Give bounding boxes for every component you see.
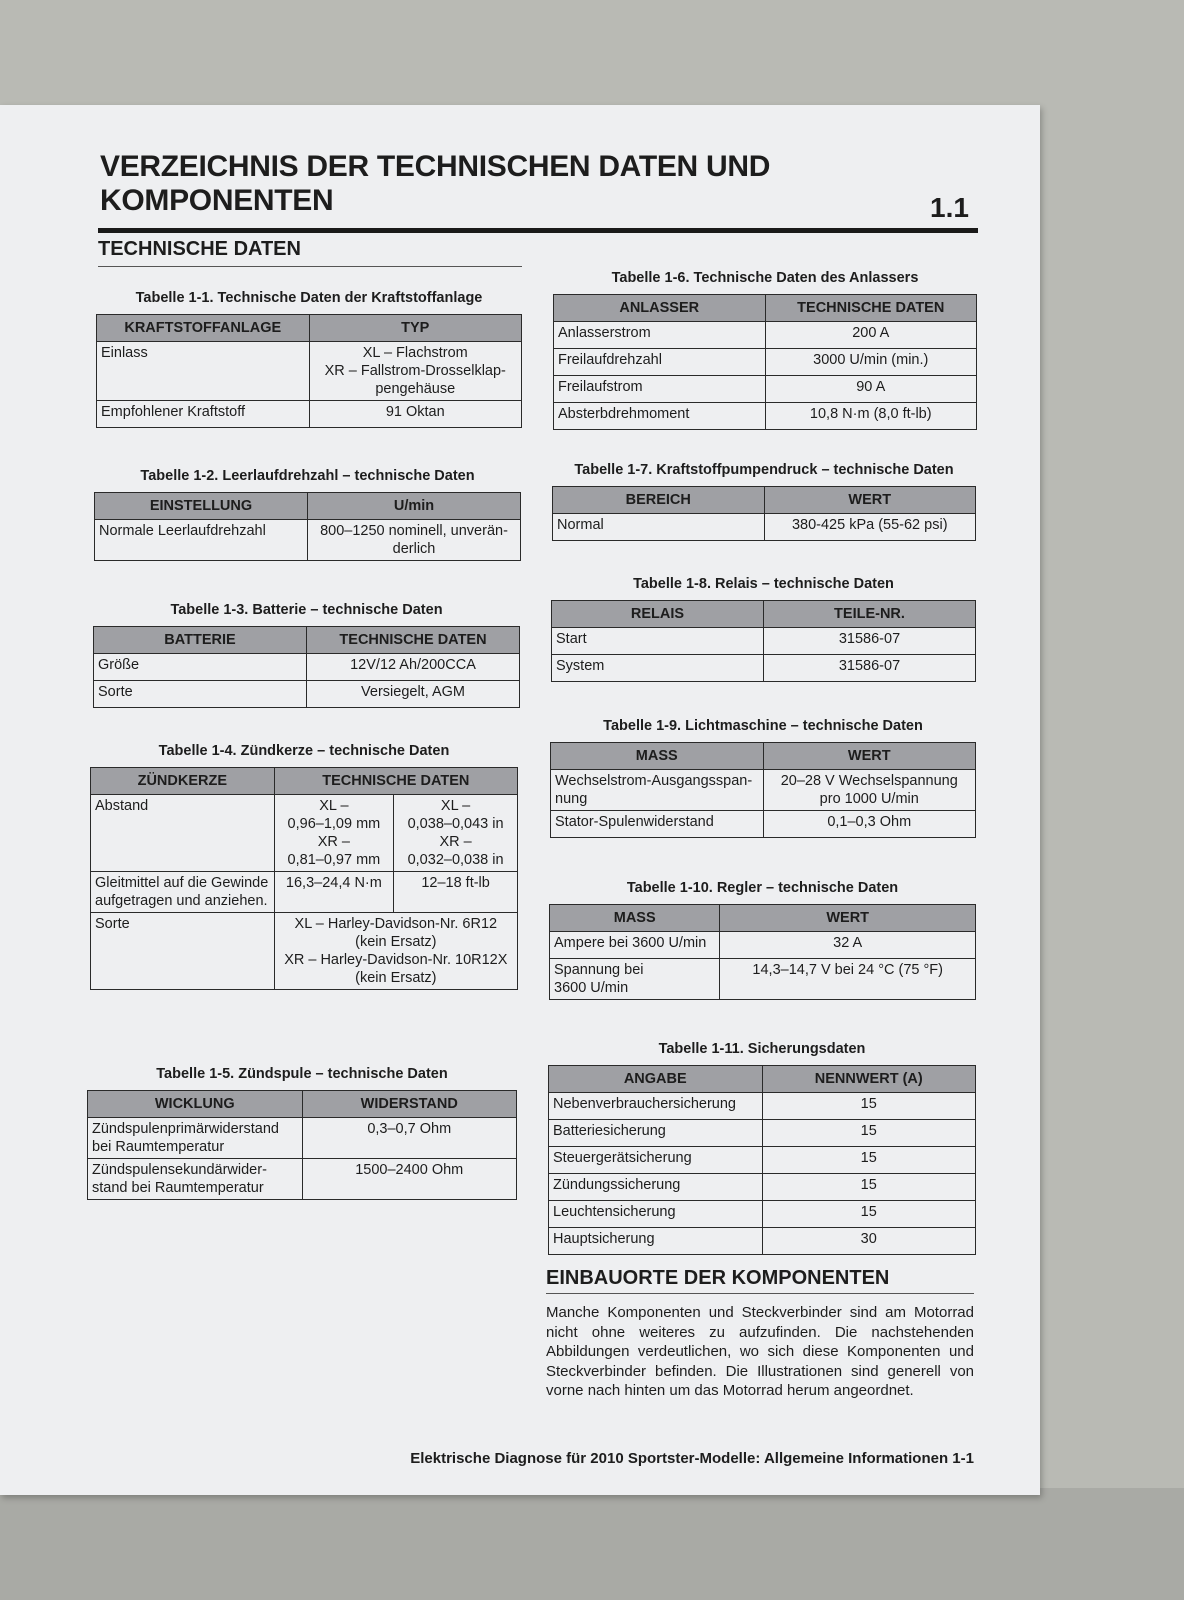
table-caption: Tabelle 1-1. Technische Daten der Kraftstoffanlage [135, 290, 483, 306]
table-header: TECHNISCHE DATEN [765, 295, 977, 322]
table-cell: Start [552, 628, 764, 655]
table-cell: Freilaufstrom [554, 376, 766, 403]
table-cell: 15 [762, 1201, 976, 1228]
table-cell: 31586-07 [764, 628, 976, 655]
table-kraftstoffanlage [96, 314, 522, 428]
table-row [550, 959, 976, 1000]
table-cell: 15 [762, 1093, 976, 1120]
table-header: WICKLUNG [88, 1091, 303, 1118]
table-cell: Größe [94, 654, 307, 681]
table-row [94, 681, 520, 708]
table-cell: 0,1–0,3 Ohm [763, 811, 976, 838]
table-row [554, 376, 977, 403]
table-cell: Sorte [94, 681, 307, 708]
table-cell: Empfohlener Kraftstoff [97, 401, 310, 428]
table-header: WERT [764, 487, 976, 514]
table-row [97, 401, 522, 428]
table-row [97, 342, 522, 401]
table-header: ZÜNDKERZE [91, 768, 275, 795]
table-block-1-11 [548, 1041, 976, 1255]
table-block-1-3 [93, 602, 520, 708]
table-cell: Zündspulensekundärwider- stand bei Raumtemperatur [88, 1159, 303, 1200]
table-header: ANLASSER [554, 295, 766, 322]
table-row [549, 1120, 976, 1147]
table-header: MASS [550, 905, 720, 932]
table-cell: 3000 U/min (min.) [765, 349, 977, 376]
table-cell: Freilaufdrehzahl [554, 349, 766, 376]
page-title: VERZEICHNIS DER TECHNISCHEN DATEN UND KOMPONENTEN [100, 150, 771, 217]
table-cell: Normal [553, 514, 765, 541]
table-header: TECHNISCHE DATEN [274, 768, 517, 795]
components-paragraph: Manche Komponenten und Steckverbinder sind am Motorrad nicht ohne weiteres zu aufzufinden. Die nachstehenden Abbildungen verdeutlichen, wo sich diese Komponenten und Steckverbinder befinden. Die Illustrationen sind generell von vorne nach hinten um das Motorrad herum angeordnet. [546, 1304, 974, 1399]
section-rule [98, 266, 522, 267]
table-row [91, 913, 518, 990]
table-row [94, 654, 520, 681]
table-cell: 20–28 V Wechselspannung pro 1000 U/min [763, 770, 976, 811]
table-block-1-10 [549, 880, 976, 1000]
table-cell: 90 A [765, 376, 977, 403]
table-cell: 15 [762, 1174, 976, 1201]
table-cell: XL – Harley-Davidson-Nr. 6R12 (kein Ersatz) XR – Harley-Davidson-Nr. 10R12X (kein Ersatz) [274, 913, 517, 990]
table-cell: System [552, 655, 764, 682]
table-cell: 15 [762, 1147, 976, 1174]
table-row [91, 795, 518, 872]
title-rule [98, 228, 978, 233]
table-regler [549, 904, 976, 1000]
table-caption: Tabelle 1-7. Kraftstoffpumpendruck – technische Daten [574, 462, 954, 478]
section-rule [546, 1293, 974, 1294]
table-header: BEREICH [553, 487, 765, 514]
table-row [552, 655, 976, 682]
table-block-1-4 [90, 743, 518, 990]
table-cell: Abstand [91, 795, 275, 872]
table-caption: Tabelle 1-9. Lichtmaschine – technische Daten [603, 718, 923, 734]
table-cell: Absterbdrehmoment [554, 403, 766, 430]
table-sicherungen [548, 1065, 976, 1255]
table-cell: Batteriesicherung [549, 1120, 763, 1147]
table-row [549, 1093, 976, 1120]
table-header: EINSTELLUNG [95, 493, 308, 520]
chapter-number: 1.1 [930, 192, 969, 223]
table-cell: Gleitmittel auf die Gewinde aufgetragen und anziehen. [91, 872, 275, 913]
table-cell: Spannung bei 3600 U/min [550, 959, 720, 1000]
table-zuendspule [87, 1090, 517, 1200]
table-header: MASS [551, 743, 764, 770]
table-cell: Stator-Spulenwiderstand [551, 811, 764, 838]
table-batterie [93, 626, 520, 708]
table-cell: 32 A [720, 932, 976, 959]
table-cell: 800–1250 nominell, unverän- derlich [308, 520, 521, 561]
table-cell: Versiegelt, AGM [307, 681, 520, 708]
section-heading-components: EINBAUORTE DER KOMPONENTEN [546, 1267, 890, 1289]
table-row [549, 1147, 976, 1174]
table-block-1-8 [551, 576, 976, 682]
table-row [88, 1159, 517, 1200]
table-block-1-1 [96, 290, 522, 428]
table-cell: 0,3–0,7 Ohm [302, 1118, 517, 1159]
table-surface [0, 1488, 1184, 1600]
table-header: BATTERIE [94, 627, 307, 654]
table-row [554, 403, 977, 430]
table-caption: Tabelle 1-6. Technische Daten des Anlassers [611, 270, 919, 286]
table-row [551, 770, 976, 811]
table-cell: 12V/12 Ah/200CCA [307, 654, 520, 681]
table-row [553, 514, 976, 541]
section-heading-technical: TECHNISCHE DATEN [98, 238, 301, 260]
table-header: RELAIS [552, 601, 764, 628]
table-header: TYP [309, 315, 522, 342]
table-row [550, 932, 976, 959]
table-cell: Sorte [91, 913, 275, 990]
table-row [554, 322, 977, 349]
table-cell: Zündspulenprimärwiderstand bei Raumtemperatur [88, 1118, 303, 1159]
table-row [551, 811, 976, 838]
table-cell: Normale Leerlaufdrehzahl [95, 520, 308, 561]
table-row [552, 628, 976, 655]
table-block-1-9 [550, 718, 976, 838]
table-header: ANGABE [549, 1066, 763, 1093]
table-block-1-7 [552, 462, 976, 541]
table-cell: 200 A [765, 322, 977, 349]
table-caption: Tabelle 1-2. Leerlaufdrehzahl – technische Daten [140, 468, 475, 484]
table-cell: 91 Oktan [309, 401, 522, 428]
table-header: TEILE-NR. [764, 601, 976, 628]
table-cell: 380-425 kPa (55-62 psi) [764, 514, 976, 541]
table-caption: Tabelle 1-4. Zündkerze – technische Daten [158, 743, 450, 759]
table-caption: Tabelle 1-8. Relais – technische Daten [633, 576, 894, 592]
table-cell: 30 [762, 1228, 976, 1255]
table-relais [551, 600, 976, 682]
table-cell: Steuergerätsicherung [549, 1147, 763, 1174]
table-header: U/min [308, 493, 521, 520]
table-block-1-5 [87, 1066, 517, 1200]
table-caption: Tabelle 1-5. Zündspule – technische Daten [156, 1066, 448, 1082]
table-kraftstoffpumpe [552, 486, 976, 541]
page-footer: Elektrische Diagnose für 2010 Sportster-Modelle: Allgemeine Informationen 1-1 [410, 1450, 974, 1467]
table-block-1-6 [553, 270, 977, 430]
table-cell: Einlass [97, 342, 310, 401]
table-caption: Tabelle 1-3. Batterie – technische Daten [170, 602, 443, 618]
table-header: TECHNISCHE DATEN [307, 627, 520, 654]
table-cell: Wechselstrom-Ausgangsspan- nung [551, 770, 764, 811]
table-row [95, 520, 521, 561]
table-cell: Ampere bei 3600 U/min [550, 932, 720, 959]
table-cell: 14,3–14,7 V bei 24 °C (75 °F) [720, 959, 976, 1000]
table-cell: XL – 0,96–1,09 mm XR – 0,81–0,97 mm [274, 795, 394, 872]
table-row [549, 1174, 976, 1201]
table-header: WERT [720, 905, 976, 932]
table-cell: 31586-07 [764, 655, 976, 682]
table-cell: XL – 0,038–0,043 in XR – 0,032–0,038 in [394, 795, 518, 872]
table-cell: 15 [762, 1120, 976, 1147]
table-cell: 1500–2400 Ohm [302, 1159, 517, 1200]
table-header: WIDERSTAND [302, 1091, 517, 1118]
table-cell: Nebenverbrauchersicherung [549, 1093, 763, 1120]
table-lichtmaschine [550, 742, 976, 838]
table-header: NENNWERT (A) [762, 1066, 976, 1093]
table-caption: Tabelle 1-10. Regler – technische Daten [626, 880, 899, 896]
table-leerlauf [94, 492, 521, 561]
table-cell: Zündungssicherung [549, 1174, 763, 1201]
table-header: WERT [763, 743, 976, 770]
table-header: KRAFTSTOFFANLAGE [97, 315, 310, 342]
table-cell: XL – Flachstrom XR – Fallstrom-Drosselklap- pengehäuse [309, 342, 522, 401]
table-cell: Leuchtensicherung [549, 1201, 763, 1228]
table-row [549, 1228, 976, 1255]
table-cell: 12–18 ft-lb [394, 872, 518, 913]
table-cell: Anlasserstrom [554, 322, 766, 349]
table-cell: Hauptsicherung [549, 1228, 763, 1255]
table-cell: 16,3–24,4 N·m [274, 872, 394, 913]
table-cell: 10,8 N·m (8,0 ft-lb) [765, 403, 977, 430]
table-zuendkerze [90, 767, 518, 990]
table-anlasser [553, 294, 977, 430]
table-caption: Tabelle 1-11. Sicherungsdaten [658, 1041, 866, 1057]
table-row [549, 1201, 976, 1228]
table-row [91, 872, 518, 913]
table-row [554, 349, 977, 376]
table-block-1-2 [94, 468, 521, 561]
table-row [88, 1118, 517, 1159]
